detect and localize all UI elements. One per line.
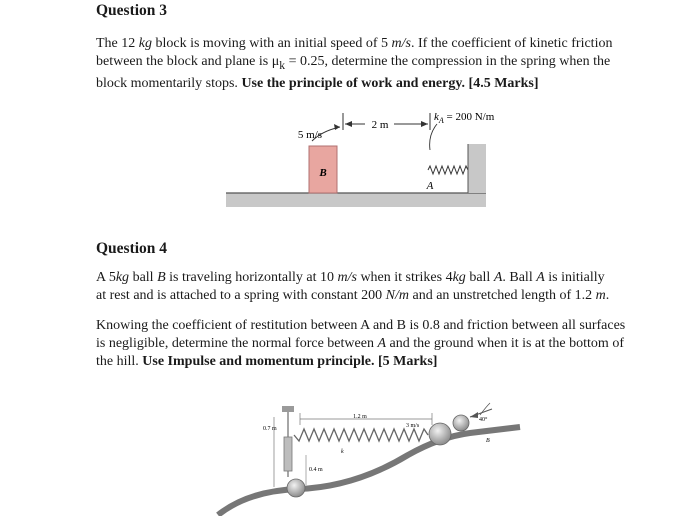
speed-label: 5 m/s [297, 129, 323, 141]
question-4-paragraph-1 [96, 269, 636, 305]
ball-b [453, 415, 469, 431]
question-4-title: Question 4 [96, 240, 168, 257]
question-4-figure [0, 395, 700, 516]
question-3-figure [0, 0, 700, 230]
ball-a-start [429, 423, 451, 445]
ground-plane [226, 193, 486, 207]
q4-p1-line-2: at rest and is attached to a spring with constant 200 N/m and an unstretched length of 1.2 m. [96, 288, 610, 303]
distance-label: 2 m [371, 119, 389, 131]
spring-constant-label: $k_A = 200$ N/m [434, 111, 495, 125]
horizontal-spring [294, 429, 428, 441]
question-3-title: Question 3 [96, 2, 168, 19]
q4-p2-line-3: the hill. Use Impulse and momentum principle. [5 Marks] [96, 354, 438, 369]
ball-a [287, 479, 305, 497]
spring-k-label: k [341, 449, 344, 455]
spring [428, 166, 468, 174]
height-label: 0.7 m [263, 426, 277, 432]
block-b-label: B [319, 167, 327, 179]
length-label: 1.2 m [353, 414, 367, 420]
q3-line-3: block momentarily stops. Use the principle of work and energy. [4.5 Marks] [96, 75, 539, 91]
q4-p2-line-2: is negligible, determine the normal force between A and the ground when it is at the bottom of [96, 336, 624, 351]
angle-label: 40° [479, 417, 488, 423]
depth-label: 0.4 m [309, 467, 323, 473]
q3-line-1: The 12 kg block is moving with an initial speed of 5 m/s. If the coefficient of kinetic friction [96, 36, 613, 51]
question-4-paragraph-2 [96, 317, 636, 371]
vertical-spring [284, 437, 292, 471]
q4-p1-line-1: A 5kg ball B is traveling horizontally at 10 m/s when it strikes 4kg ball A. Ball A is initially [96, 270, 605, 285]
ball-b-label: B [486, 438, 490, 444]
q3-line-2: between the block and plane is $\mu_k = 0.25$, determine the compression in the spring when the [96, 54, 611, 72]
q4-p2-line-1: Knowing the coefficient of restitution between A and B is 0.8 and friction between all surfaces [96, 318, 626, 333]
wall-a-label: A [426, 180, 434, 192]
wall-a [468, 144, 486, 193]
speed-label: 3 m/s [406, 423, 420, 429]
